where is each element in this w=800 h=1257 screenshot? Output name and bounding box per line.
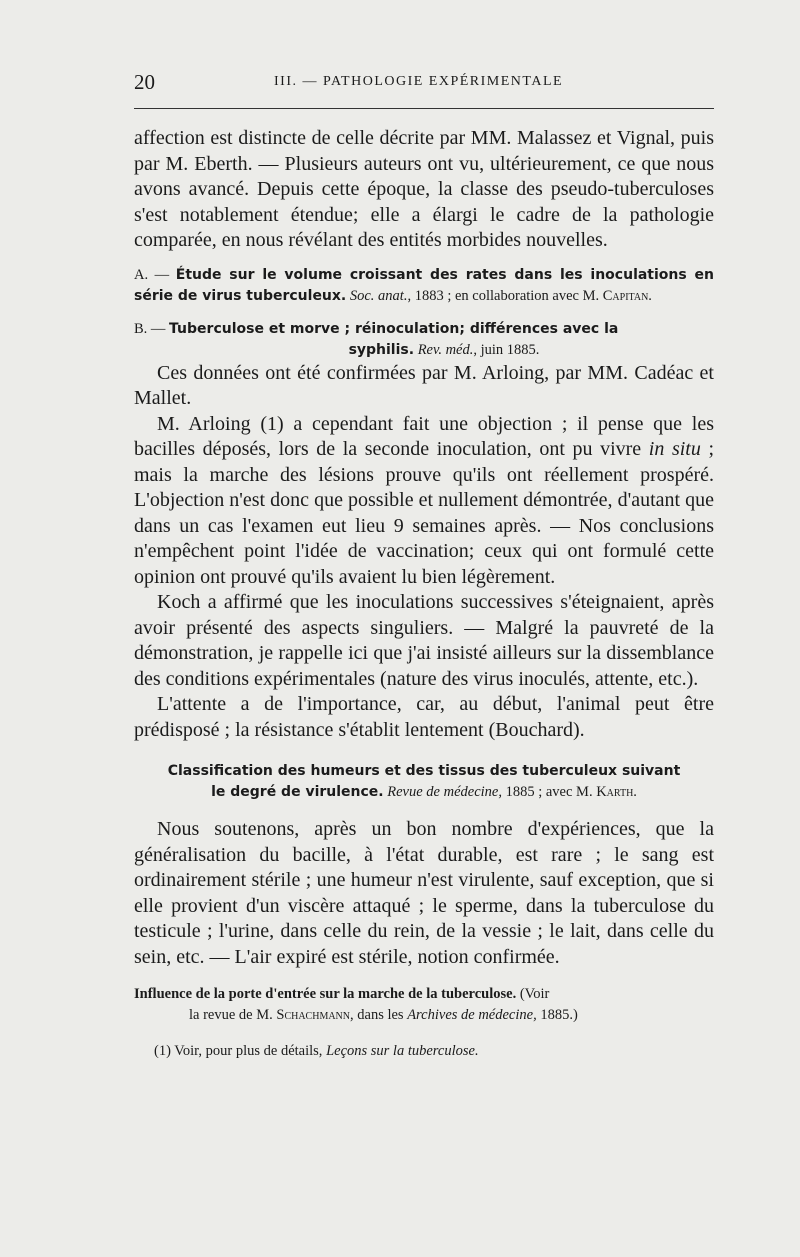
section-2-note-d: 1885.) [540, 1007, 578, 1023]
footnote [134, 1041, 714, 1061]
page-body [134, 126, 714, 1075]
paragraph-3-part-a: M. Arloing (1) a cependant fait une objection ; il pense que les bacilles déposés, lors de la seconde inoculation, ont pu vivre [134, 412, 714, 460]
section-heading-2 [134, 984, 714, 1026]
footnote-italic: Leçons sur la tuberculose. [326, 1042, 479, 1059]
section-1-details: 1885 ; avec M. [501, 784, 593, 800]
reference-b-label: B. — [134, 320, 166, 337]
section-2-note-a: (Voir [519, 986, 550, 1002]
footnote-text: (1) Voir, pour plus de détails, [154, 1042, 323, 1059]
section-1-author: Karth. [596, 784, 637, 800]
reference-a-details: , 1883 ; en collaboration avec M. [407, 287, 600, 304]
reference-a-author: Capitan. [602, 287, 652, 304]
section-1-title-line2: le degré de virulence. [211, 784, 384, 800]
reference-a-title: Étude sur le volume croissant des rates dans les inoculations en série de virus tuberculeux. [134, 266, 714, 304]
paragraph-3 [134, 412, 714, 591]
reference-a-journal: Soc. anat. [349, 287, 408, 304]
paragraph-1: affection est distincte de celle décrite par MM. Malassez et Vignal, puis par M. Eberth. — Plusieurs auteurs ont vu, ultérieurement, ce que nous avons avancé. Depuis cette époque, la classe des pseudo-tuberculoses s'est notablement étendue; elle a élargi le cadre de la pathologie comparée, en nous révélant des entités morbides nouvelles. [134, 127, 714, 251]
paragraph-3-part-b: ; mais la marche des lésions prouve qu'ils ont réellement prospéré. L'objection n'est donc que possible et nullement démontrée, d'autant que dans un cas l'examen eut lieu 9 semaines après. — Nos conclusions n'empêchent point l'idée de vaccination; ceux qui ont formulé cette opinion ont prouvé qu'ils avaient lu bien légèrement. [134, 438, 715, 588]
section-1-journal: Revue de médecine, [387, 784, 502, 800]
section-2-line2 [134, 1005, 714, 1026]
reference-b-line2 [134, 340, 714, 361]
reference-b-title-line1: Tuberculose et morve ; réinoculation; différences avec la [169, 320, 619, 337]
paragraph-4: Koch a affirmé que les inoculations successives s'éteignaient, après avoir présenté des aspects singuliers. — Malgré la pauvreté de la démonstration, je rappelle ici que j'ai insisté ailleurs sur la dissemblance des conditions expérimentales (nature des virus inoculés, attente, etc.). [134, 591, 714, 690]
section-heading-1 [134, 761, 714, 803]
section-2-note-b: la revue de M. [189, 1007, 273, 1023]
section-1-title-line1: Classification des humeurs et des tissus des tuberculeux suivant [167, 763, 681, 779]
reference-b-details: , juin 1885. [473, 341, 540, 358]
section-2-journal: Archives de médecine, [407, 1007, 537, 1023]
header-rule [134, 108, 714, 109]
paragraph-6: Nous soutenons, après un bon nombre d'expériences, que la généralisation du bacille, à l'état durable, est rare ; le sang est ordinairement stérile ; une humeur n'est virulente, sauf exception, que si elle provient d'un viscère attaqué ; le sperme, dans la tuberculose du testicule ; l'urine, dans celle du rein, de la vessie ; le lait, dans celle du sein, etc. — L'air expiré est stérile, notion confirmée. [134, 818, 714, 968]
page-header [134, 70, 714, 98]
paragraph-2: Ces données ont été confirmées par M. Arloing, par MM. Cadéac et Mallet. [134, 361, 714, 409]
reference-b [134, 319, 714, 361]
reference-a-label: A. — [134, 266, 170, 283]
reference-b-journal: Rev. méd. [417, 341, 474, 358]
running-head: III. — PATHOLOGIE EXPÉRIMENTALE [274, 74, 564, 89]
page-number: 20 [134, 70, 155, 94]
section-2-note-c: dans les [357, 1007, 404, 1023]
section-2-author: Schachmann, [276, 1007, 354, 1023]
section-2-title: Influence de la porte d'entrée sur la marche de la tuberculose. [134, 986, 517, 1002]
paragraph-3-italic: in situ [648, 438, 701, 460]
reference-b-title-line2: syphilis. [348, 341, 415, 358]
reference-a [134, 265, 714, 307]
paragraph-5: L'attente a de l'importance, car, au début, l'animal peut être prédisposé ; la résistance s'établit lentement (Bouchard). [134, 693, 714, 741]
